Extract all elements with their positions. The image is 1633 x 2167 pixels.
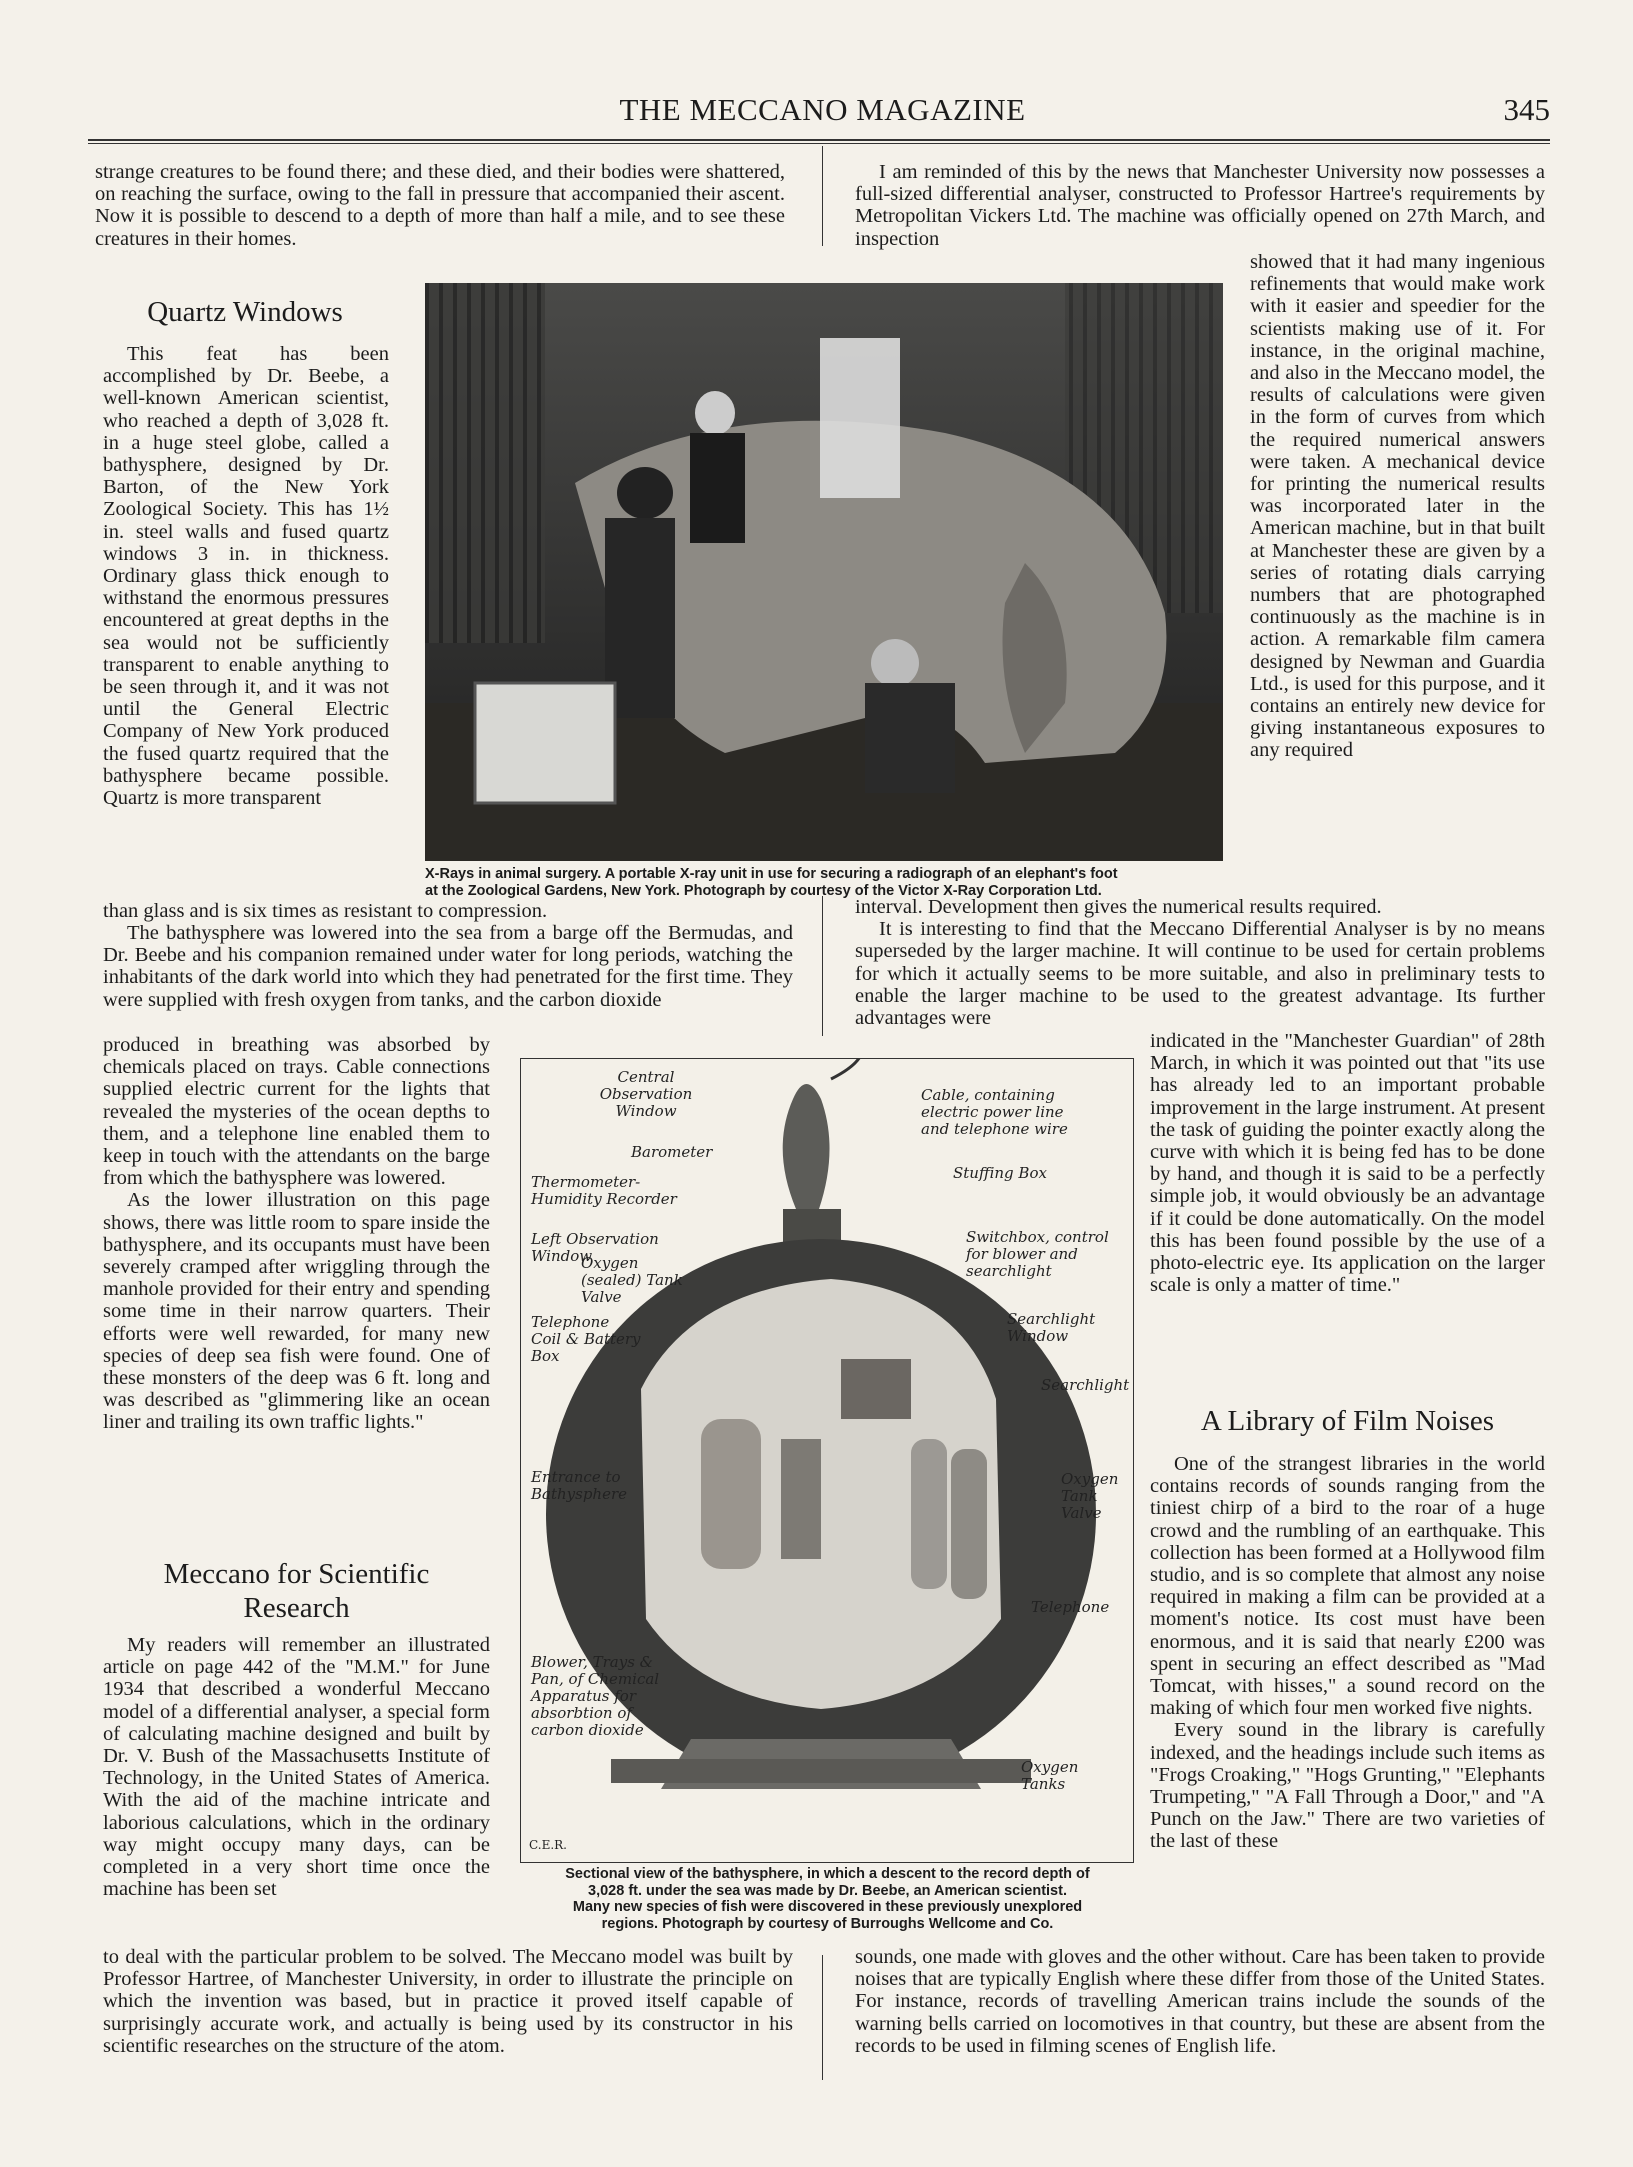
heading-film-noises: A Library of Film Noises bbox=[1200, 1405, 1495, 1437]
film-noises-wide-text: sounds, one made with gloves and the other without. Care has been taken to provide noises that are typically English where these differ from those of the United States. For instance, records of travelling American trains include the sounds of the warning bells carried on locomotives in that country, but these are absent from the records to be used in filming scenes of English life. bbox=[855, 1946, 1546, 2057]
diagram-caption-line-4: regions. Photograph by courtesy of Burroughs Wellcome and Co. bbox=[601, 1915, 1054, 1932]
photo-caption bbox=[425, 866, 1225, 899]
meccano-narrow-text bbox=[103, 1634, 490, 1900]
bathysphere-text-wide: The bathysphere was lowered into the sea from a barge off the Bermudas, and Dr. Beebe and his companion remained under water for long periods, watching the inhabitants of the dark world into which they had penetrated for the first time. They were supplied with fresh oxygen from tanks, and the carbon dioxide bbox=[103, 922, 793, 1011]
heading-quartz-windows: Quartz Windows bbox=[147, 296, 343, 328]
label-switchbox: Switchbox, control for blower and searchlight bbox=[966, 1228, 1109, 1280]
manchester-analyser-text: I am reminded of this by the news that Manchester University now possesses a full-sized differential analyser, constructed to Professor Hartree's requirements by Metropolitan Vickers Ltd. The machine was officially opened on 27th March, and inspection bbox=[855, 161, 1545, 250]
heading-meccano bbox=[103, 1557, 490, 1625]
label-barometer: Barometer bbox=[631, 1143, 713, 1161]
label-entrance: Entrance to Bathysphere bbox=[531, 1468, 628, 1503]
film-noises-text bbox=[1150, 1453, 1545, 1853]
label-left-window: Left Observation Window bbox=[531, 1230, 659, 1265]
label-oxygen-tank-valve: Oxygen Tank Valve bbox=[1061, 1470, 1119, 1522]
label-thermometer: Thermometer-Humidity Recorder bbox=[531, 1173, 677, 1208]
right-column-narrow-2: indicated in the "Manchester Guardian" of 28th March, in which it was pointed out that "its use has already led to an important probable improvement in the large instrument. At present the task of guiding the pointer exactly along the curve with which it is being fed has to be done by hand, and though it is said to be a perfectly simple job, it would obviously be an advantage if it could be done automatically. On the model this has been found possible by the use of a photo-electric eye. Its application on the larger scale is only a matter of time." bbox=[1150, 1030, 1545, 1297]
meccano-paragraph: My readers will remember an illustrated article on page 442 of the "M.M." for June 1934 that described a wonderful Meccano model of a differential analyser, a special form of calculating machine designed and built by Dr. V. Bush of the Massachusetts Institute of Technology, in the United States of America. With the aid of the machine intricate and laborious calculations, which in the ordinary way might occupy many days, can be completed in a very short time once the machine has been set bbox=[103, 1634, 490, 1901]
article-intro-text: strange creatures to be found there; and these died, and their bodies were shattered, on reaching the surface, owing to the fall in pressure that accompanied their ascent. Now it is possible to descend to a depth of more than half a mile, and to see these creatures in their homes. bbox=[95, 161, 785, 250]
film-noises-paragraph: One of the strangest libraries in the world contains records of sounds ranging from the tiniest chirp of a bird to the roar of a huge crowd and the rumbling of an earthquake. This collection has been formed at a Hollywood film studio, and is so complete that almost any noise required in making a film can be provided at a moment's notice. Its cost must have been enormous, and it is said that nearly £200 was spent in securing an effect described as "Mad Tomcat, with hisses," a sound record on the making of which four men worked five nights. bbox=[1150, 1453, 1545, 1720]
label-telephone: Telephone bbox=[1031, 1598, 1110, 1616]
label-central-window: Central Observation Window bbox=[599, 1068, 693, 1120]
elephant-xray-illustration bbox=[425, 283, 1223, 861]
column-divider-top bbox=[822, 146, 823, 246]
superseded-text: It is interesting to find that the Meccano Differential Analyser is by no means superseded by the larger machine. It will continue to be used for certain problems for which it actually seems to be more suitable, and also in preliminary tests to enable the larger machine to be used to the greatest advantage. Its further advantages were bbox=[855, 918, 1545, 1030]
header-rule bbox=[88, 139, 1550, 141]
heading-meccano-line2: Research bbox=[243, 1592, 350, 1624]
label-oxygen-tanks: Oxygen Tanks bbox=[1021, 1758, 1079, 1793]
photo-caption-line-1: X-Rays in animal surgery. A portable X-ray unit in use for securing a radiograph of an elephant's foot bbox=[425, 866, 1118, 882]
label-blower: Blower, Trays & Pan, of Chemical Apparatus for absorbtion of carbon dioxide bbox=[531, 1653, 660, 1739]
quartz-continuation: than glass and is six times as resistant to compression. bbox=[103, 900, 548, 922]
column-divider-bottom bbox=[822, 1955, 823, 2080]
photo-caption-line-2: at the Zoological Gardens, New York. Photograph by courtesy of the Victor X-Ray Corporation Ltd. bbox=[425, 882, 1102, 899]
bathysphere-text-narrow: produced in breathing was absorbed by chemicals placed on trays. Cable connections supplied electric current for the lights that revealed the mysteries of the ocean depths to them, and a telephone line enabled them to keep in touch with the attendants on the barge from which the bathysphere was lowered. bbox=[103, 1034, 490, 1190]
bathysphere-narrow-text bbox=[103, 1034, 490, 1434]
magazine-title: THE MECCANO MAGAZINE bbox=[619, 92, 1026, 127]
right-column-top bbox=[855, 161, 1545, 250]
diagram-caption-line-1: Sectional view of the bathysphere, in which a descent to the record depth of bbox=[565, 1866, 1090, 1882]
bathysphere-diagram bbox=[520, 1058, 1134, 1863]
interval-text: interval. Development then gives the numerical results required. bbox=[855, 896, 1382, 918]
film-noises-paragraph-2: Every sound in the library is carefully indexed, and the headings include such items as "Frogs Croaking," "Hogs Grunting," "Elephants Trumpeting," "A Fall Through a Door," and "A Punch on the Jaw." There are two varieties of the last of these bbox=[1150, 1719, 1545, 1853]
diagram-caption-line-3: Many new species of fish were discovered in these previously unexplored bbox=[572, 1899, 1083, 1915]
label-searchlight-window: Searchlight Window bbox=[1007, 1310, 1096, 1345]
quartz-text bbox=[103, 343, 389, 809]
bathysphere-occupants-text: As the lower illustration on this page shows, there was little room to spare inside the bathysphere, and its occupants must have been severely cramped after wriggling through the manhole provided for their entry and spending some time in their narrow quarters. Their efforts were well rewarded, for many new species of deep sea fish were found. One of these monsters of the deep was 6 ft. long and was described as "glimmering like an ocean liner and trailing its own traffic lights." bbox=[103, 1189, 490, 1434]
label-stuffing-box: Stuffing Box bbox=[953, 1164, 1047, 1182]
page-number: 345 bbox=[1503, 92, 1550, 127]
label-oxygen-tank-valve-sealed: Oxygen (sealed) Tank Valve bbox=[581, 1254, 683, 1306]
right-column-narrow: showed that it had many ingenious refinements that would make work with it easier and speedier for the scientists making use of it. For instance, in the original machine, and also in the Meccano model, the results of calculations were given in the form of curves from which the required numerical answers were taken. A mechanical device for printing the numerical results was incorporated later in the American machine, but in that built at Manchester these are given by a series of rotating dials carrying numbers that are photographed continuously as the machine is in action. A remarkable film camera designed by Newman and Guardia Ltd., is used for this purpose, and it contains an entirely new device for giving instantaneous exposures to any required bbox=[1250, 251, 1545, 762]
heading-meccano-line1: Meccano for Scientific bbox=[163, 1558, 430, 1590]
meccano-wide-text: to deal with the particular problem to be solved. The Meccano model was built by Professor Hartree, of Manchester University, in order to illustrate the principle on which the invention was based, but in practice it proved itself capable of surprisingly accurate work, and actually is being used by its constructor in his scientific researches on the structure of the atom. bbox=[103, 1946, 793, 2057]
diagram-caption-line-2: 3,028 ft. under the sea was made by Dr. Beebe, an American scientist. bbox=[588, 1882, 1067, 1899]
elephant-xray-photo bbox=[425, 283, 1223, 861]
bathysphere-paragraph-wide bbox=[103, 922, 793, 1011]
label-cable: Cable, containing electric power line and telephone wire bbox=[921, 1086, 1068, 1138]
label-searchlight: Searchlight bbox=[1041, 1376, 1130, 1394]
column-divider-mid bbox=[822, 896, 823, 1036]
label-telephone-coil: Telephone Coil & Battery Box bbox=[531, 1313, 641, 1365]
header-rule-thin bbox=[88, 143, 1550, 144]
diagram-caption bbox=[520, 1866, 1135, 1932]
page-header bbox=[95, 92, 1550, 138]
right-column-mid bbox=[855, 896, 1545, 1029]
quartz-paragraph: This feat has been accomplished by Dr. Beebe, a well-known American scientist, who reached a depth of 3,028 ft. in a huge steel globe, called a bathysphere, designed by Dr. Barton, of the New York Zoological Society. This has 1½ in. steel walls and fused quartz windows 3 in. in thickness. Ordinary glass thick enough to withstand the enormous pressures encountered at great depths in the sea would not be sufficiently transparent to enable anything to be seen through it, and it was not until the General Electric Company of New York produced the fused quartz required that the bathysphere became possible. Quartz is more transparent bbox=[103, 343, 389, 810]
artist-signature: C.E.R. bbox=[529, 1838, 567, 1852]
